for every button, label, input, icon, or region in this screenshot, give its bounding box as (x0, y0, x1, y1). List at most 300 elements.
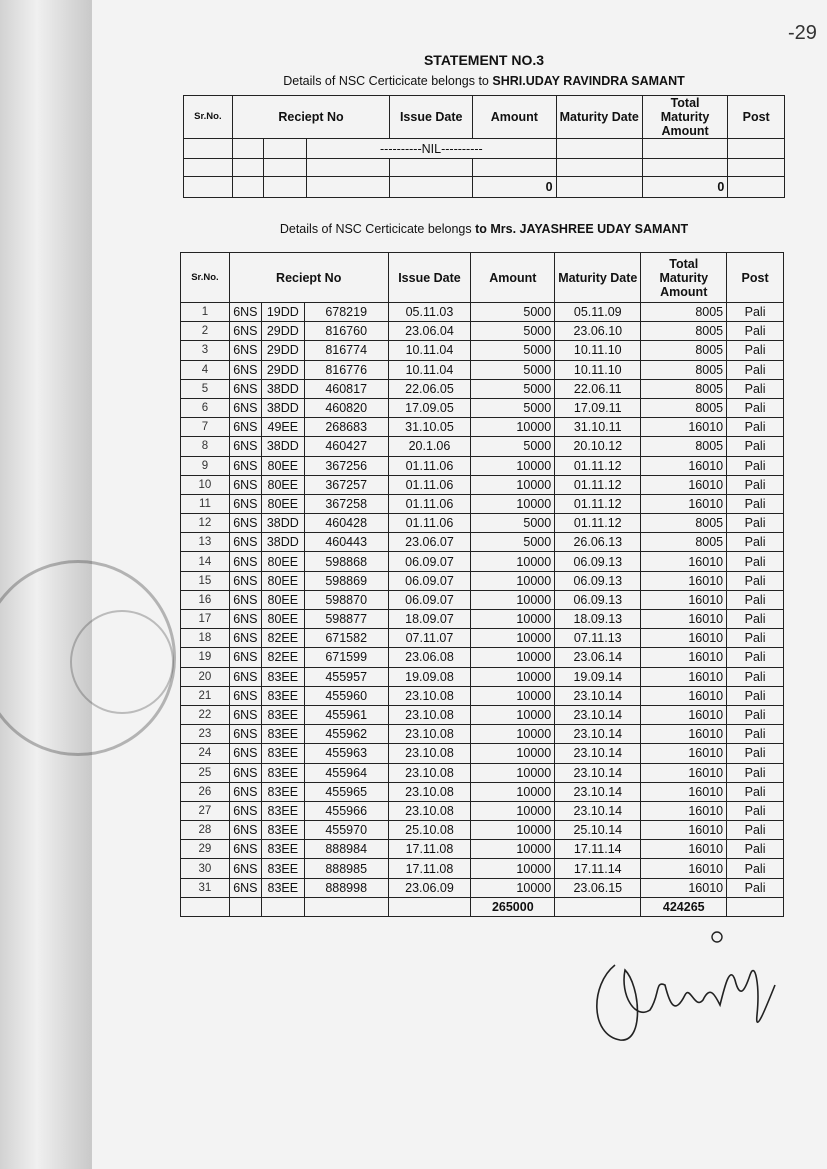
table-row (181, 840, 784, 859)
header-receipt: Reciept No (232, 96, 390, 139)
maturity-date-cell: 17.11.14 (555, 840, 641, 859)
series-cell: 6NS (229, 418, 261, 437)
amount-cell: 10000 (471, 571, 555, 590)
total-maturity-cell: 16010 (641, 418, 727, 437)
maturity-date-cell: 23.06.15 (555, 878, 641, 897)
issue-date-cell: 17.11.08 (388, 859, 471, 878)
amount-cell: 10000 (471, 648, 555, 667)
maturity-date-cell: 23.10.14 (555, 744, 641, 763)
code-cell: 83EE (261, 821, 304, 840)
issue-date-cell: 07.11.07 (388, 629, 471, 648)
table-row (181, 686, 784, 705)
sr-cell: 29 (181, 840, 230, 859)
issue-date-cell: 25.10.08 (388, 821, 471, 840)
code-cell: 19DD (261, 303, 304, 322)
amount-cell: 10000 (471, 725, 555, 744)
table-row (181, 744, 784, 763)
amount-cell: 10000 (471, 878, 555, 897)
code-cell: 83EE (261, 840, 304, 859)
series-cell: 6NS (229, 725, 261, 744)
number-cell: 888984 (304, 840, 388, 859)
cell (556, 139, 642, 159)
page-number: -29 (788, 22, 817, 44)
sr-cell: 30 (181, 859, 230, 878)
total-maturity-cell: 16010 (641, 705, 727, 724)
code-cell: 80EE (261, 590, 304, 609)
number-cell: 460443 (304, 533, 388, 552)
maturity-date-cell: 06.09.13 (555, 571, 641, 590)
number-cell: 816776 (304, 360, 388, 379)
series-cell: 6NS (229, 552, 261, 571)
number-cell: 268683 (304, 418, 388, 437)
number-cell: 455960 (304, 686, 388, 705)
section2-caption (183, 222, 785, 236)
issue-date-cell: 10.11.04 (388, 360, 471, 379)
table-row (181, 667, 784, 686)
total-maturity-cell: 16010 (641, 494, 727, 513)
post-cell: Pali (727, 878, 784, 897)
maturity-date-cell: 06.09.13 (555, 552, 641, 571)
amount-cell: 5000 (471, 341, 555, 360)
sr-cell: 3 (181, 341, 230, 360)
total-maturity-cell: 8005 (641, 437, 727, 456)
series-cell: 6NS (229, 686, 261, 705)
number-cell: 455966 (304, 801, 388, 820)
total-maturity-cell: 16010 (641, 744, 727, 763)
code-cell: 83EE (261, 667, 304, 686)
total-maturity-cell: 16010 (641, 878, 727, 897)
amount-cell: 10000 (471, 494, 555, 513)
number-cell: 455962 (304, 725, 388, 744)
table-row (181, 705, 784, 724)
amount-cell: 10000 (471, 590, 555, 609)
total-maturity-cell: 16010 (641, 475, 727, 494)
post-cell: Pali (727, 801, 784, 820)
table-row (181, 610, 784, 629)
total-maturity-cell: 16010 (641, 456, 727, 475)
sr-cell: 9 (181, 456, 230, 475)
maturity-date-cell: 19.09.14 (555, 667, 641, 686)
code-cell: 38DD (261, 398, 304, 417)
issue-date-cell: 23.10.08 (388, 744, 471, 763)
code-cell: 80EE (261, 552, 304, 571)
code-cell: 83EE (261, 744, 304, 763)
table-row (181, 456, 784, 475)
amount-cell: 10000 (471, 801, 555, 820)
post-cell: Pali (727, 552, 784, 571)
cell (264, 139, 307, 159)
series-cell: 6NS (229, 782, 261, 801)
issue-date-cell: 17.11.08 (388, 840, 471, 859)
total-maturity-cell: 16010 (641, 648, 727, 667)
total-maturity-cell: 16010 (641, 821, 727, 840)
series-cell: 6NS (229, 667, 261, 686)
code-cell: 29DD (261, 360, 304, 379)
total-maturity-cell: 8005 (641, 379, 727, 398)
post-cell: Pali (727, 437, 784, 456)
amount-cell: 10000 (471, 705, 555, 724)
statement-title: STATEMENT NO.3 (423, 52, 545, 68)
cell (642, 139, 728, 159)
sr-cell: 17 (181, 610, 230, 629)
post-cell: Pali (727, 648, 784, 667)
number-cell: 460427 (304, 437, 388, 456)
maturity-date-cell: 17.11.14 (555, 859, 641, 878)
maturity-date-cell: 31.10.11 (555, 418, 641, 437)
number-cell: 678219 (304, 303, 388, 322)
series-cell: 6NS (229, 456, 261, 475)
table-row (181, 763, 784, 782)
series-cell: 6NS (229, 360, 261, 379)
total-maturity-cell: 16010 (641, 610, 727, 629)
post-cell: Pali (727, 494, 784, 513)
post-cell: Pali (727, 629, 784, 648)
table-row (181, 360, 784, 379)
total-maturity-cell: 16010 (641, 571, 727, 590)
sr-cell: 23 (181, 725, 230, 744)
number-cell: 816760 (304, 322, 388, 341)
header-sr: Sr.No. (181, 253, 230, 303)
issue-date-cell: 05.11.03 (388, 303, 471, 322)
total-maturity-cell: 16010 (641, 859, 727, 878)
issue-date-cell: 23.06.04 (388, 322, 471, 341)
header-post: Post (727, 253, 784, 303)
code-cell: 82EE (261, 629, 304, 648)
table-row (181, 782, 784, 801)
series-cell: 6NS (229, 744, 261, 763)
total-maturity-cell: 8005 (641, 303, 727, 322)
total-maturity-cell: 16010 (641, 801, 727, 820)
series-cell: 6NS (229, 571, 261, 590)
amount-cell: 10000 (471, 840, 555, 859)
data-rows (181, 303, 784, 898)
sr-cell: 28 (181, 821, 230, 840)
sr-cell: 22 (181, 705, 230, 724)
number-cell: 460428 (304, 514, 388, 533)
sr-cell: 31 (181, 878, 230, 897)
number-cell: 671582 (304, 629, 388, 648)
table-row (181, 475, 784, 494)
amount-cell: 10000 (471, 686, 555, 705)
number-cell: 598877 (304, 610, 388, 629)
table-row (181, 341, 784, 360)
sr-cell: 24 (181, 744, 230, 763)
code-cell: 82EE (261, 648, 304, 667)
amount-cell: 10000 (471, 821, 555, 840)
code-cell: 80EE (261, 610, 304, 629)
sr-cell: 21 (181, 686, 230, 705)
issue-date-cell: 23.06.07 (388, 533, 471, 552)
code-cell: 83EE (261, 705, 304, 724)
table-row (181, 571, 784, 590)
issue-date-cell: 06.09.07 (388, 590, 471, 609)
cell (232, 139, 264, 159)
series-cell: 6NS (229, 648, 261, 667)
post-cell: Pali (727, 571, 784, 590)
issue-date-cell: 20.1.06 (388, 437, 471, 456)
sr-cell: 2 (181, 322, 230, 341)
table-row (181, 418, 784, 437)
code-cell: 49EE (261, 418, 304, 437)
number-cell: 367257 (304, 475, 388, 494)
amount-cell: 10000 (471, 475, 555, 494)
post-cell: Pali (727, 514, 784, 533)
post-cell: Pali (727, 725, 784, 744)
number-cell: 455961 (304, 705, 388, 724)
sr-cell: 14 (181, 552, 230, 571)
post-cell: Pali (727, 821, 784, 840)
table-row (181, 379, 784, 398)
post-cell: Pali (727, 686, 784, 705)
maturity-date-cell: 10.11.10 (555, 360, 641, 379)
maturity-date-cell: 23.10.14 (555, 763, 641, 782)
series-cell: 6NS (229, 475, 261, 494)
issue-date-cell: 22.06.05 (388, 379, 471, 398)
sr-cell: 1 (181, 303, 230, 322)
number-cell: 598870 (304, 590, 388, 609)
series-cell: 6NS (229, 514, 261, 533)
table-row (181, 801, 784, 820)
header-post: Post (728, 96, 785, 139)
issue-date-cell: 23.10.08 (388, 782, 471, 801)
section1-caption (183, 74, 785, 88)
code-cell: 38DD (261, 437, 304, 456)
total-maturity-cell: 8005 (641, 533, 727, 552)
code-cell: 80EE (261, 456, 304, 475)
amount-cell: 10000 (471, 610, 555, 629)
sr-cell: 19 (181, 648, 230, 667)
maturity-date-cell: 01.11.12 (555, 494, 641, 513)
header-amount: Amount (471, 253, 555, 303)
number-cell: 671599 (304, 648, 388, 667)
issue-date-cell: 01.11.06 (388, 475, 471, 494)
maturity-date-cell: 20.10.12 (555, 437, 641, 456)
number-cell: 460820 (304, 398, 388, 417)
number-cell: 460817 (304, 379, 388, 398)
total-maturity-cell: 8005 (641, 322, 727, 341)
total-maturity-cell: 8005 (641, 341, 727, 360)
table-row (181, 494, 784, 513)
series-cell: 6NS (229, 437, 261, 456)
issue-date-cell: 18.09.07 (388, 610, 471, 629)
code-cell: 83EE (261, 801, 304, 820)
table-row (181, 629, 784, 648)
post-cell: Pali (727, 360, 784, 379)
series-cell: 6NS (229, 859, 261, 878)
sr-cell: 8 (181, 437, 230, 456)
amount-cell: 5000 (471, 437, 555, 456)
code-cell: 83EE (261, 859, 304, 878)
issue-date-cell: 23.10.08 (388, 686, 471, 705)
number-cell: 888985 (304, 859, 388, 878)
header-receipt: Reciept No (229, 253, 388, 303)
sr-cell: 5 (181, 379, 230, 398)
table-row (181, 552, 784, 571)
post-cell: Pali (727, 610, 784, 629)
post-cell: Pali (727, 398, 784, 417)
section2-total-maturity: 424265 (641, 897, 727, 916)
section1-table (183, 95, 785, 198)
post-cell: Pali (727, 667, 784, 686)
maturity-date-cell: 06.09.13 (555, 590, 641, 609)
total-maturity-cell: 16010 (641, 840, 727, 859)
issue-date-cell: 01.11.06 (388, 514, 471, 533)
code-cell: 80EE (261, 475, 304, 494)
issue-date-cell: 06.09.07 (388, 571, 471, 590)
number-cell: 598869 (304, 571, 388, 590)
table-row (181, 303, 784, 322)
code-cell: 38DD (261, 379, 304, 398)
table-row (181, 859, 784, 878)
issue-date-cell: 01.11.06 (388, 456, 471, 475)
number-cell: 455970 (304, 821, 388, 840)
total-maturity-cell: 16010 (641, 590, 727, 609)
issue-date-cell: 23.06.09 (388, 878, 471, 897)
amount-cell: 5000 (471, 379, 555, 398)
sr-cell: 16 (181, 590, 230, 609)
code-cell: 83EE (261, 686, 304, 705)
table-row (181, 648, 784, 667)
issue-date-cell: 23.10.08 (388, 705, 471, 724)
series-cell: 6NS (229, 341, 261, 360)
post-cell: Pali (727, 456, 784, 475)
series-cell: 6NS (229, 878, 261, 897)
series-cell: 6NS (229, 494, 261, 513)
amount-cell: 5000 (471, 398, 555, 417)
header-total-maturity: Total Maturity Amount (642, 96, 728, 139)
maturity-date-cell: 01.11.12 (555, 456, 641, 475)
sr-cell: 25 (181, 763, 230, 782)
series-cell: 6NS (229, 705, 261, 724)
sr-cell: 13 (181, 533, 230, 552)
total-maturity-cell: 8005 (641, 398, 727, 417)
header-sr: Sr.No. (184, 96, 233, 139)
table-row (181, 821, 784, 840)
cell (728, 139, 785, 159)
series-cell: 6NS (229, 533, 261, 552)
section1-total-amount: 0 (473, 177, 557, 198)
header-total-maturity: Total Maturity Amount (641, 253, 727, 303)
code-cell: 83EE (261, 782, 304, 801)
post-cell: Pali (727, 705, 784, 724)
total-maturity-cell: 16010 (641, 725, 727, 744)
total-maturity-cell: 16010 (641, 782, 727, 801)
maturity-date-cell: 23.10.14 (555, 782, 641, 801)
total-maturity-cell: 16010 (641, 763, 727, 782)
amount-cell: 10000 (471, 456, 555, 475)
total-maturity-cell: 16010 (641, 667, 727, 686)
sr-cell: 4 (181, 360, 230, 379)
sr-cell: 18 (181, 629, 230, 648)
number-cell: 455964 (304, 763, 388, 782)
maturity-date-cell: 07.11.13 (555, 629, 641, 648)
section2-total-amount: 265000 (471, 897, 555, 916)
issue-date-cell: 19.09.08 (388, 667, 471, 686)
series-cell: 6NS (229, 379, 261, 398)
code-cell: 29DD (261, 341, 304, 360)
code-cell: 29DD (261, 322, 304, 341)
section2-caption-name: to Mrs. JAYASHREE UDAY SAMANT (475, 222, 689, 236)
series-cell: 6NS (229, 610, 261, 629)
amount-cell: 10000 (471, 782, 555, 801)
post-cell: Pali (727, 840, 784, 859)
number-cell: 598868 (304, 552, 388, 571)
series-cell: 6NS (229, 322, 261, 341)
maturity-date-cell: 05.11.09 (555, 303, 641, 322)
number-cell: 367258 (304, 494, 388, 513)
post-cell: Pali (727, 379, 784, 398)
stamp-seal-inner (70, 610, 174, 714)
amount-cell: 5000 (471, 533, 555, 552)
total-maturity-cell: 16010 (641, 686, 727, 705)
handwritten-signature (585, 925, 785, 1060)
section2-caption-prefix: Details of NSC Certicicate belongs (279, 222, 472, 236)
total-maturity-cell: 8005 (641, 360, 727, 379)
number-cell: 455963 (304, 744, 388, 763)
total-maturity-cell: 8005 (641, 514, 727, 533)
series-cell: 6NS (229, 801, 261, 820)
maturity-date-cell: 22.06.11 (555, 379, 641, 398)
sr-cell: 15 (181, 571, 230, 590)
number-cell: 816774 (304, 341, 388, 360)
series-cell: 6NS (229, 840, 261, 859)
maturity-date-cell: 18.09.13 (555, 610, 641, 629)
post-cell: Pali (727, 475, 784, 494)
post-cell: Pali (727, 322, 784, 341)
amount-cell: 10000 (471, 744, 555, 763)
amount-cell: 5000 (471, 322, 555, 341)
issue-date-cell: 23.10.08 (388, 801, 471, 820)
amount-cell: 10000 (471, 859, 555, 878)
sr-cell: 12 (181, 514, 230, 533)
post-cell: Pali (727, 744, 784, 763)
amount-cell: 5000 (471, 360, 555, 379)
nil-text: ----------NIL---------- (307, 139, 557, 159)
post-cell: Pali (727, 341, 784, 360)
table-row (181, 437, 784, 456)
series-cell: 6NS (229, 590, 261, 609)
table-row (181, 725, 784, 744)
issue-date-cell: 06.09.07 (388, 552, 471, 571)
issue-date-cell: 17.09.05 (388, 398, 471, 417)
maturity-date-cell: 17.09.11 (555, 398, 641, 417)
maturity-date-cell: 23.10.14 (555, 705, 641, 724)
maturity-date-cell: 23.10.14 (555, 686, 641, 705)
series-cell: 6NS (229, 303, 261, 322)
maturity-date-cell: 26.06.13 (555, 533, 641, 552)
amount-cell: 5000 (471, 514, 555, 533)
code-cell: 83EE (261, 763, 304, 782)
header-maturity: Maturity Date (555, 253, 641, 303)
maturity-date-cell: 23.06.14 (555, 648, 641, 667)
amount-cell: 10000 (471, 629, 555, 648)
total-maturity-cell: 16010 (641, 552, 727, 571)
maturity-date-cell: 23.10.14 (555, 801, 641, 820)
code-cell: 38DD (261, 514, 304, 533)
header-issue: Issue Date (390, 96, 473, 139)
total-maturity-cell: 16010 (641, 629, 727, 648)
table-row (181, 590, 784, 609)
sr-cell: 10 (181, 475, 230, 494)
amount-cell: 10000 (471, 418, 555, 437)
header-amount: Amount (473, 96, 557, 139)
series-cell: 6NS (229, 763, 261, 782)
section1-total-maturity: 0 (642, 177, 728, 198)
series-cell: 6NS (229, 821, 261, 840)
table-row (181, 514, 784, 533)
post-cell: Pali (727, 859, 784, 878)
sr-cell: 6 (181, 398, 230, 417)
